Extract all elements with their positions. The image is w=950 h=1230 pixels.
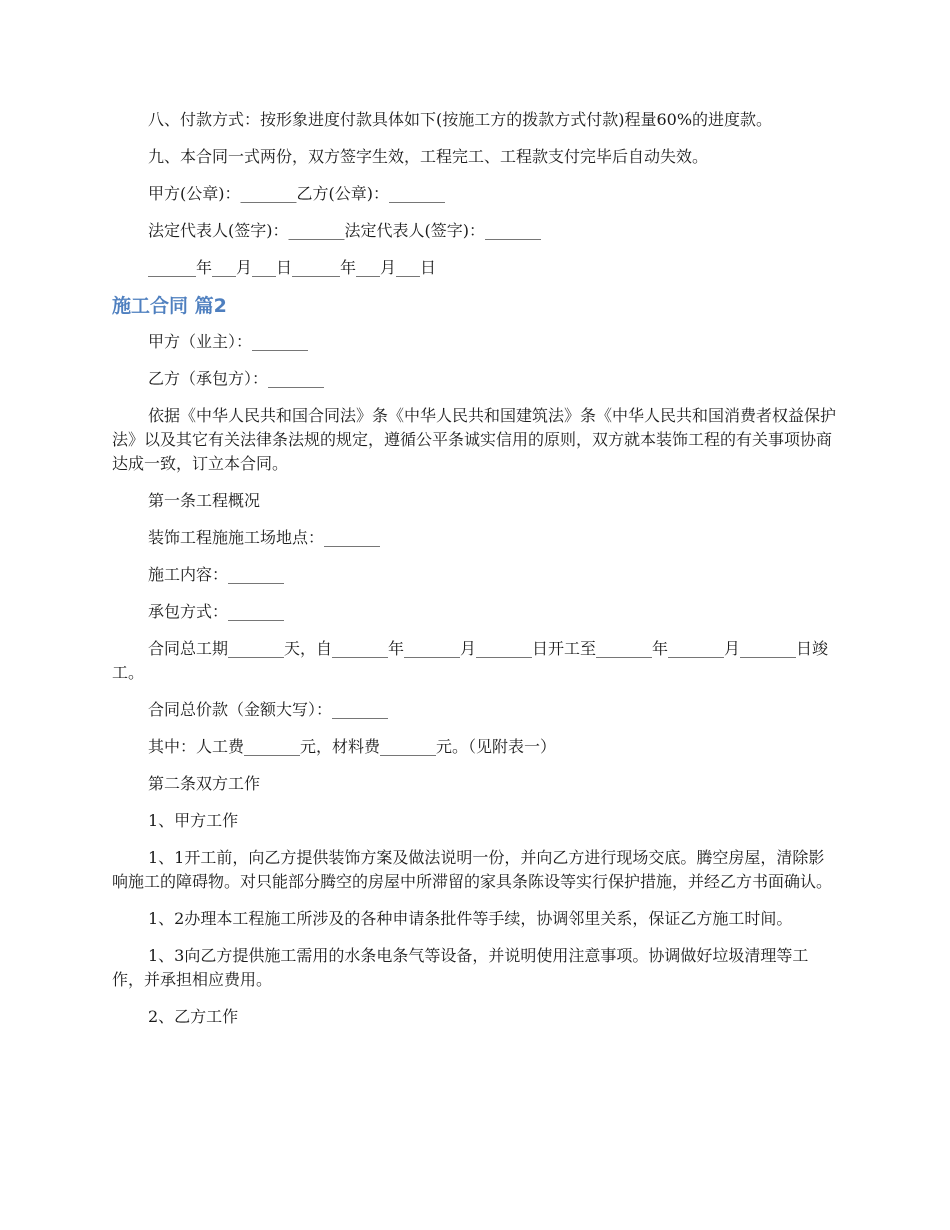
paragraph-party-a-item-3: 1、3向乙方提供施工需用的水条电条气等设备，并说明使用注意事项。协调做好垃圾清理等工作，并承担相应费用。 — [112, 946, 809, 989]
paragraph-article-2-title: 第二条双方工作 — [148, 774, 261, 793]
paragraph-site-location: 装饰工程施施工场地点：_______ — [148, 528, 381, 547]
paragraph-party-b-work: 2、乙方工作 — [148, 1007, 239, 1026]
paragraph-party-a-item-1: 1、1开工前，向乙方提供装饰方案及做法说明一份，并向乙方进行现场交底。腾空房屋，清除影响施工的障碍物。对只能部分腾空的房屋中所滞留的家具条陈设等实行保护措施，并经乙方书面确认。 — [112, 848, 833, 891]
paragraph-construction-period: 合同总工期_______天，自_______年_______月_______日开工至_______年_______月_______日竣工。 — [112, 639, 829, 682]
paragraph-payment-method: 八、付款方式：按形象进度付款具体如下(按施工方的拨款方式付款)程量60%的进度款。 — [148, 110, 773, 129]
paragraph-party-a-item-2: 1、2办理本工程施工所涉及的各种申请条批件等手续，协调邻里关系，保证乙方施工时间。 — [148, 909, 793, 928]
paragraph-official-seals: 甲方(公章)：_______乙方(公章)：_______ — [148, 184, 445, 203]
paragraph-article-1-title: 第一条工程概况 — [148, 491, 261, 510]
section-heading: 施工合同 篇2 — [112, 295, 227, 317]
paragraph-legal-representatives: 法定代表人(签字)：_______法定代表人(签字)：_______ — [148, 221, 541, 240]
paragraph-contract-copies: 九、本合同一式两份，双方签字生效，工程完工、工程款支付完毕后自动失效。 — [148, 147, 709, 166]
paragraph-party-a-work: 1、甲方工作 — [148, 811, 239, 830]
paragraph-signing-dates: ______年___月___日______年___月___日 — [148, 258, 437, 277]
paragraph-party-a: 甲方（业主）：_______ — [148, 332, 309, 351]
paragraph-legal-basis: 依据《中华人民共和国合同法》条《中华人民共和国建筑法》条《中华人民共和国消费者权益保护法》以及其它有关法律条法规的规定，遵循公平条诚实信用的原则，双方就本装饰工程的有关事项协商达成一致，订立本合同。 — [112, 406, 837, 473]
paragraph-total-price: 合同总价款（金额大写）：_______ — [148, 700, 389, 719]
document-page — [112, 108, 840, 1042]
paragraph-contract-mode: 承包方式：_______ — [148, 602, 285, 621]
paragraph-work-content: 施工内容：_______ — [148, 565, 285, 584]
paragraph-party-b: 乙方（承包方）：_______ — [148, 369, 325, 388]
paragraph-cost-breakdown: 其中：人工费_______元，材料费_______元。（见附表一） — [148, 737, 557, 756]
